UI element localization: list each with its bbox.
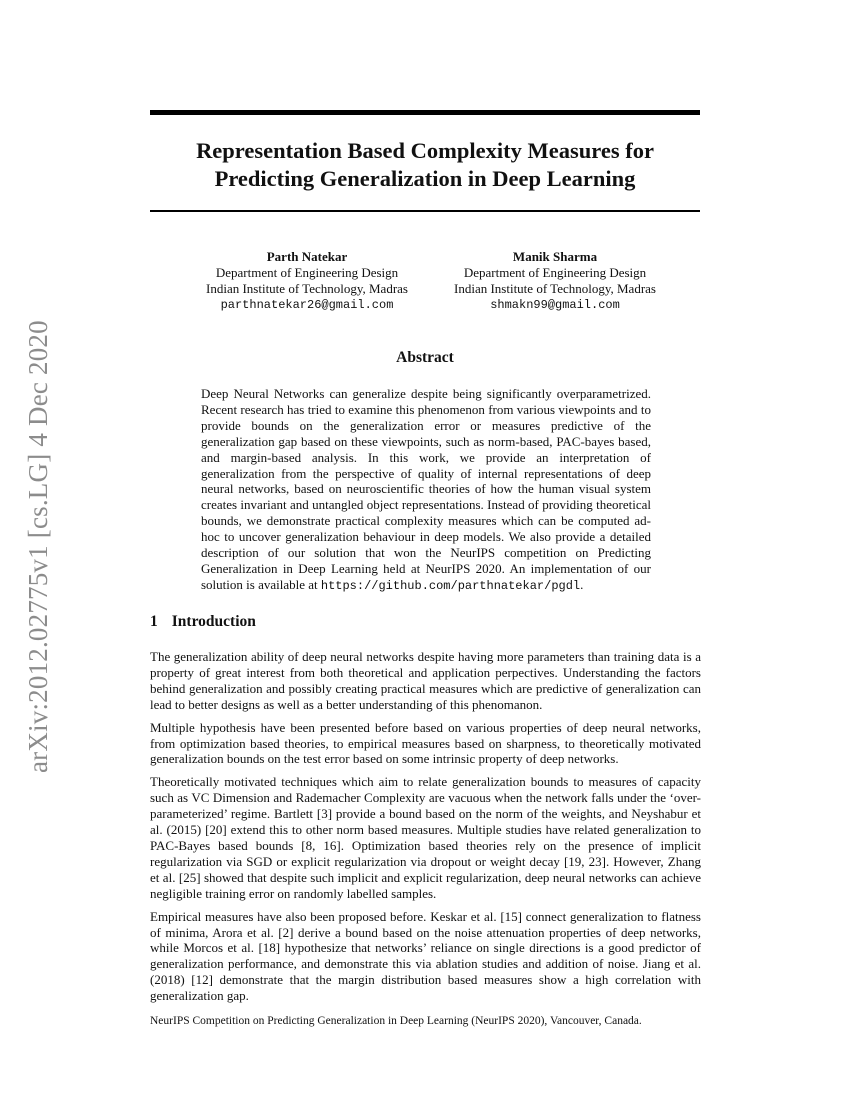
title-line-2: Predicting Generalization in Deep Learning	[214, 166, 636, 191]
author-department: Department of Engineering Design	[463, 265, 647, 280]
author-name: Parth Natekar	[266, 249, 348, 264]
paragraph: Theoretically motivated techniques which aim to relate generalization bounds to measures of capacity such as VC Dimension and Rademacher Complexity are vacuous when the network falls under the ‘over-parameterized’ regime. Bartlett [3] provide a bound based on the norm of the weights, and Neyshabur et al. (2015) [20] extend this to other norm based measures. Multiple studies have related generalization to PAC-Bayes based bounds [8, 16]. Optimization based theories rely on the presence of implicit regularization via SGD or explicit regularization via dropout or weight decay [19, 23]. However, Zhang et al. [25] showed that despite such implicit and explicit regularization, deep neural networks can achieve negligible training error on randomly labelled samples.	[150, 774, 701, 901]
abstract-body	[201, 386, 651, 595]
abstract-heading: Abstract	[396, 349, 454, 366]
author-email[interactable]: shmakn99@gmail.com	[490, 298, 620, 312]
author-name: Manik Sharma	[512, 249, 598, 264]
section-title: Introduction	[171, 613, 256, 630]
code-repository-link[interactable]: https://github.com/parthnatekar/pgdl	[320, 578, 581, 593]
abstract-text: Deep Neural Networks can generalize despite being significantly overparametrized. Recent research has tried to examine this phenomenon from various viewpoints and to provide bounds on the generalization error or measures predictive of the generalization gap based on these viewpoints, such as norm-based, PAC-bayes based, and margin-based analysis. In this work, we provide an interpretation of generalization from the perspective of quality of internal representations of deep neural networks, based on neuroscientific theories of how the human visual system creates invariant and untangled object representations. Instead of providing theoretical bounds, we demonstrate practical complexity measures which can be computed ad-hoc to uncover generalization behaviour in deep models. We also provide a detailed description of our solution that won the NeurIPS competition on Predicting Generalization in Deep Learning held at NeurIPS 2020. An implementation of our solution is available at	[201, 386, 651, 592]
paper-title	[150, 137, 700, 193]
paragraph: The generalization ability of deep neural networks despite having more parameters than training data is a property of great interest from both theoretical and application perpectives. Understanding the factors behind generalization and possibly creating practical measures which are predictive of generalization can lead to better designs as well as a better understanding of this phenomanon.	[150, 649, 701, 712]
abstract-end: .	[580, 576, 584, 592]
section-heading-introduction	[150, 613, 256, 631]
author-institution: Indian Institute of Technology, Madras	[206, 281, 408, 296]
title-bottom-rule	[150, 210, 700, 212]
paragraph: Empirical measures have also been proposed before. Keskar et al. [15] connect generalization to flatness of minima, Arora et al. [2] derive a bound based on the noise attenuation properties of deep networks, while Morcos et al. [18] hypothesize that networks’ reliance on single directions is a good predictor of generalization performance, and demonstrate this via ablation studies and addition of noise. Jiang et al. (2018) [12] demonstrate that the margin distribution based measures show a high correlation with generalization gap.	[150, 908, 701, 1004]
title-top-rule	[150, 110, 700, 115]
author-2	[410, 249, 700, 313]
title-line-1: Representation Based Complexity Measures for	[196, 138, 654, 163]
author-block	[150, 249, 700, 319]
introduction-body	[150, 649, 701, 1011]
section-number: 1	[150, 613, 158, 630]
arxiv-identifier-stamp: arXiv:2012.02775v1 [cs.LG] 4 Dec 2020	[23, 320, 53, 773]
footnote-venue: NeurIPS Competition on Predicting Generalization in Deep Learning (NeurIPS 2020), Vancouver, Canada.	[150, 1015, 642, 1027]
paragraph: Multiple hypothesis have been presented before based on various properties of deep neural networks, from optimization based theories, to empirical measures based on sharpness, to theoretically motivated generalization bounds on the test error based on some intrinsic property of deep networks.	[150, 719, 701, 767]
author-department: Department of Engineering Design	[215, 265, 399, 280]
author-1	[162, 249, 452, 313]
author-email[interactable]: parthnatekar26@gmail.com	[220, 298, 394, 312]
author-institution: Indian Institute of Technology, Madras	[454, 281, 656, 296]
